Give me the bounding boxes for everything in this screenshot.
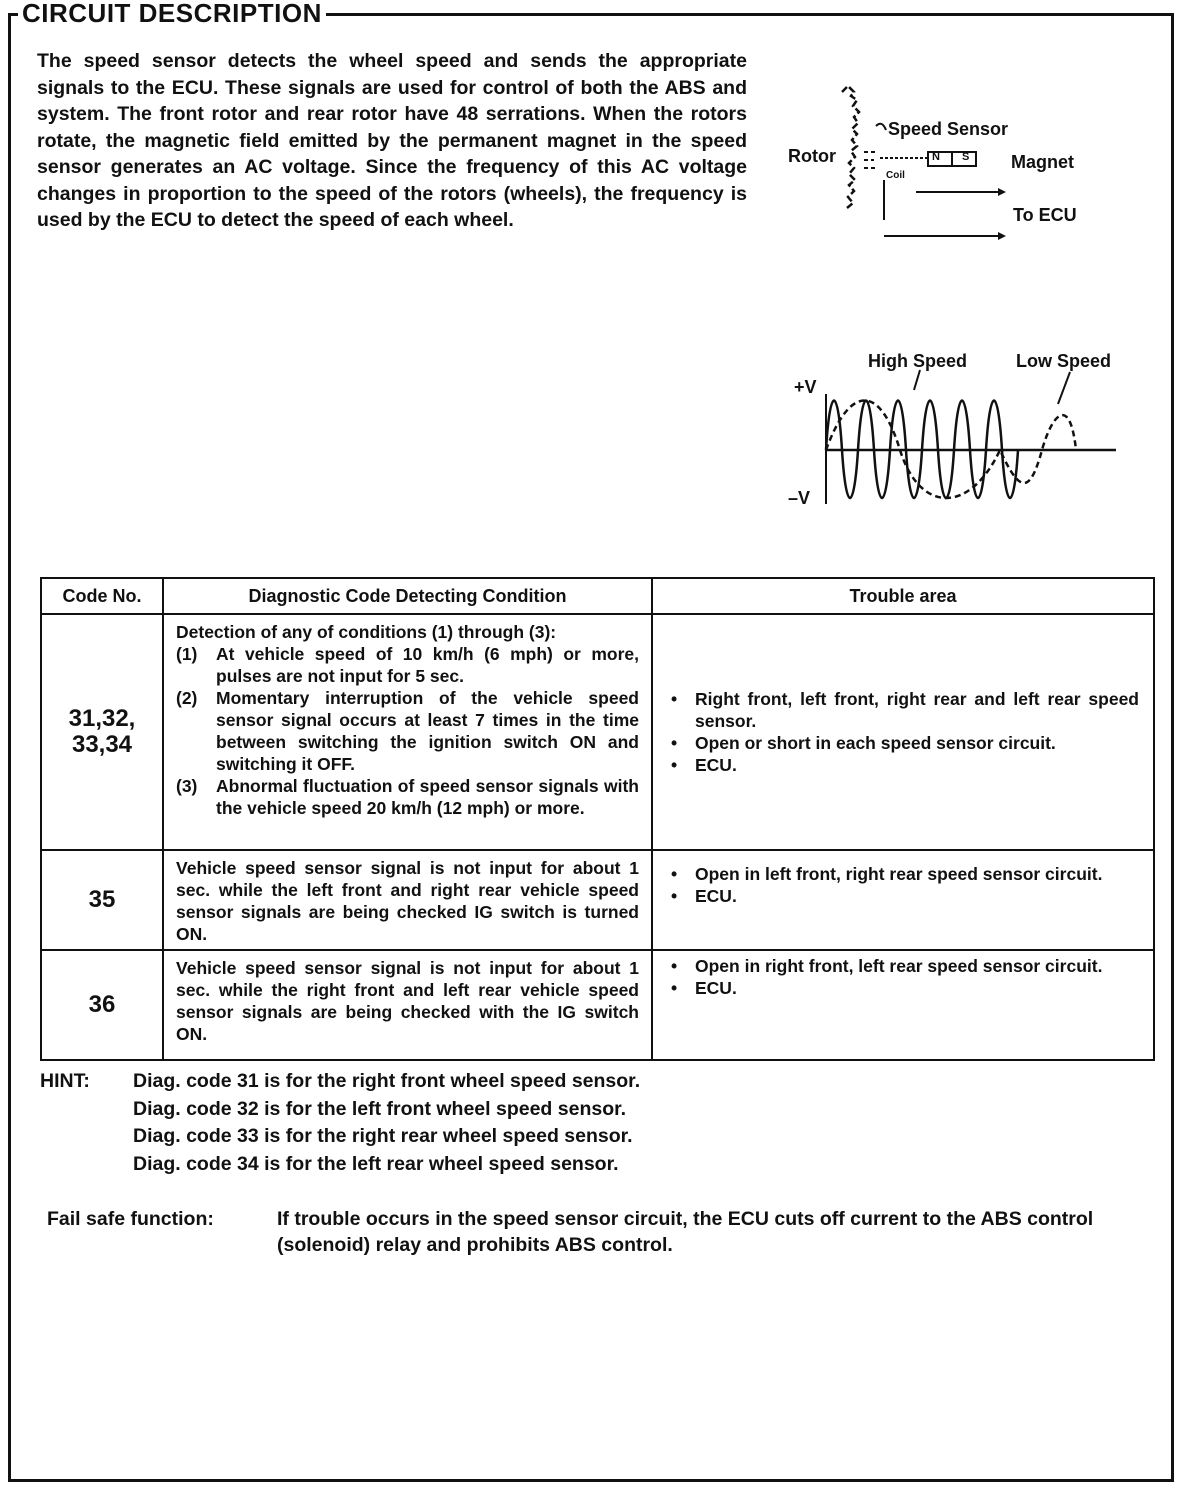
code-cell: 35 bbox=[41, 850, 163, 950]
fail-safe-text: If trouble occurs in the speed sensor circuit, the ECU cuts off current to the ABS control (solenoid) relay and prohibits ABS control. bbox=[277, 1208, 1094, 1256]
header-trouble-area: Trouble area bbox=[652, 578, 1154, 614]
to-ecu-label: To ECU bbox=[1013, 205, 1077, 225]
low-speed-label: Low Speed bbox=[1016, 351, 1112, 371]
condition-intro: Detection of any of conditions (1) through (3): bbox=[176, 622, 557, 642]
condition-item: (1) At vehicle speed of 10 km/h (6 mph) or more, pulses are not input for 5 sec. bbox=[176, 644, 639, 686]
hint-line: Diag. code 32 is for the left front wheel speed sensor. bbox=[133, 1097, 627, 1120]
header-condition: Diagnostic Code Detecting Condition bbox=[163, 578, 652, 614]
hint-line: Diag. code 34 is for the left rear wheel speed sensor. bbox=[133, 1152, 619, 1175]
trouble-item: • ECU. bbox=[667, 977, 1139, 999]
fail-safe-label: Fail safe function: bbox=[47, 1208, 214, 1230]
condition-cell bbox=[163, 614, 652, 850]
trouble-area-cell bbox=[652, 614, 1154, 850]
trouble-item: • Right front, left front, right rear and left rear speed sensor. bbox=[667, 688, 1139, 732]
trouble-item: • Open in left front, right rear speed sensor circuit. bbox=[667, 863, 1139, 885]
condition-item: (2) Momentary interruption of the vehicle speed sensor signal occurs at least 7 times in the time between switching the ignition switch ON and switching it OFF. bbox=[176, 688, 639, 774]
hint-line: Diag. code 33 is for the right rear wheel speed sensor. bbox=[133, 1125, 633, 1147]
section-title: CIRCUIT DESCRIPTION bbox=[18, 0, 326, 28]
magnet-n-label: N bbox=[932, 151, 940, 163]
magnet-s-label: S bbox=[962, 151, 970, 163]
code-cell: 36 bbox=[41, 950, 163, 1060]
condition-cell: Vehicle speed sensor signal is not input for about 1 sec. while the left front and right rear vehicle speed sensor signals are being checked IG switch is turned ON. bbox=[163, 850, 652, 950]
magnet-label: Magnet bbox=[1011, 152, 1074, 172]
hint-line: Diag. code 31 is for the right front wheel speed sensor. bbox=[133, 1070, 641, 1092]
trouble-item: • Open or short in each speed sensor circuit. bbox=[667, 732, 1139, 754]
speed-sensor-label: Speed Sensor bbox=[888, 119, 1009, 139]
diagnostic-code-table bbox=[40, 577, 1155, 1061]
table-row bbox=[41, 850, 1154, 950]
trouble-item: • ECU. bbox=[667, 754, 1139, 776]
high-speed-label: High Speed bbox=[868, 351, 968, 371]
minus-v-label: –V bbox=[788, 488, 811, 508]
table-header-row bbox=[41, 578, 1154, 614]
hint-label: HINT: bbox=[40, 1070, 90, 1092]
condition-item: (3) Abnormal fluctuation of speed sensor signals with the vehicle speed 20 km/h (12 mph) or more. bbox=[176, 776, 639, 818]
circuit-description-text: The speed sensor detects the wheel speed and sends the appropriate signals to the ECU. These signals are used for control of both the ABS and system. The front rotor and rear rotor have 48 serrations. When the rotors rotate, the magnetic field emitted by the permanent magnet in the speed sensor generates an AC voltage. Since the frequency of this AC voltage changes in proportion to the speed of the rotors (wheels), the frequency is used by the ECU to detect the speed of each wheel. bbox=[37, 50, 747, 231]
condition-cell: Vehicle speed sensor signal is not input for about 1 sec. while the right front and left rear vehicle speed sensor signals are being checked with the IG switch ON. bbox=[163, 950, 652, 1060]
rotor-teeth bbox=[842, 86, 859, 208]
trouble-area-cell bbox=[652, 850, 1154, 950]
header-code-no: Code No. bbox=[41, 578, 163, 614]
trouble-item: • Open in right front, left rear speed sensor circuit. bbox=[667, 955, 1139, 977]
trouble-item: • ECU. bbox=[667, 885, 1139, 907]
table-row bbox=[41, 614, 1154, 850]
coil-lines bbox=[864, 152, 878, 168]
trouble-area-cell bbox=[652, 950, 1154, 1060]
plus-v-label: +V bbox=[794, 377, 817, 397]
table-row bbox=[41, 950, 1154, 1060]
code-cell: 31,32, 33,34 bbox=[41, 614, 163, 850]
rotor-label: Rotor bbox=[788, 146, 836, 166]
coil-label: Coil bbox=[886, 170, 905, 181]
